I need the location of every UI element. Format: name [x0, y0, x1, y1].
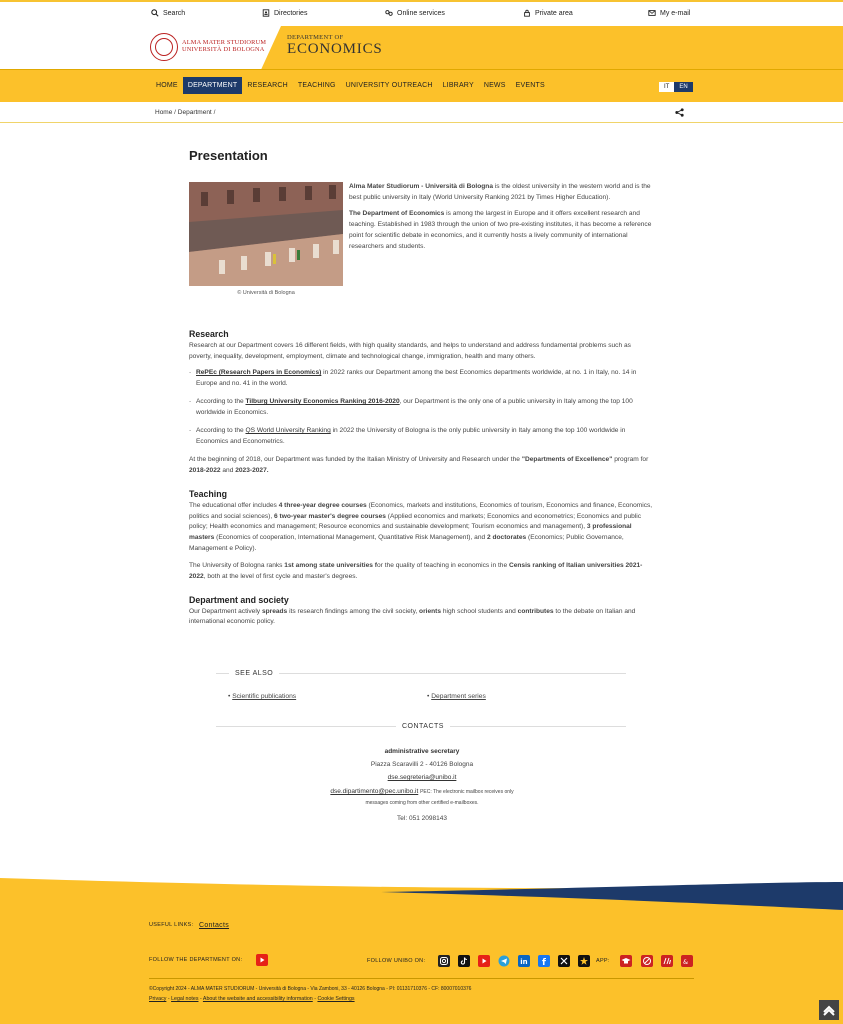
- compass-icon[interactable]: [641, 955, 653, 967]
- mail-icon: [648, 9, 656, 17]
- list-item-text: , our Department is the only one of a public university in Italy among the top 100 worldwide in Economics.: [196, 398, 633, 416]
- facebook-icon[interactable]: [538, 955, 550, 967]
- follow-unibo-label: FOLLOW UNIBO ON:: [367, 958, 426, 964]
- building-image: [189, 182, 343, 286]
- censis-paragraph: [189, 561, 655, 582]
- svg-text:&: &: [683, 958, 689, 966]
- intro-p2-text: is among the largest in Europe and it offers excellent research and teaching. Established in 1983 through the union of two pre-existing institutes, it has become a reference point for scientific debate in economics, and it currently hosts a lively community of international researchers and students.: [349, 210, 652, 250]
- text: (Economics, markets and institutions, Economics of tourism, Economics and finance, Economics, politics and social sciences),: [189, 501, 653, 520]
- lock-icon: [523, 9, 531, 17]
- photo-caption: © Università di Bologna: [237, 290, 295, 296]
- text-bold: 2 doctorates: [487, 533, 527, 541]
- see-also-title: SEE ALSO: [229, 670, 279, 677]
- x-icon[interactable]: [558, 955, 570, 967]
- instagram-icon[interactable]: [438, 955, 450, 967]
- department-name[interactable]: [287, 34, 383, 57]
- research-rankings-list: [189, 368, 655, 447]
- contacts-block: [216, 723, 626, 730]
- text-bold: "Departments of Excellence": [521, 456, 613, 464]
- excellence-paragraph: [189, 455, 655, 476]
- footer: [0, 868, 843, 1024]
- accessibility-link[interactable]: About the website and accessibility information: [202, 996, 313, 1002]
- see-also-link-publications[interactable]: • Scientific publications: [228, 693, 297, 700]
- contact-address: Piazza Scaravilli 2 - 40126 Bologna: [370, 761, 474, 768]
- contact-pec-link[interactable]: dse.dipartimento@pec.unibo.it: [330, 788, 419, 795]
- graduation-cap-icon[interactable]: [620, 955, 632, 967]
- nav-item-teaching[interactable]: TEACHING: [297, 82, 336, 89]
- useful-links-label: USEFUL LINKS:: [149, 922, 194, 928]
- tilburg-ranking-link[interactable]: Tilburg University Economics Ranking 2016-2020: [245, 398, 400, 406]
- youtube-unibo-icon[interactable]: [478, 955, 490, 967]
- text-bold: 2018-2022: [189, 467, 221, 475]
- nav-item-university-outreach[interactable]: UNIVERSITY OUTREACH: [345, 82, 433, 89]
- breadcrumb: [155, 109, 215, 116]
- topbar-private-area[interactable]: [523, 9, 573, 17]
- main-navigation: [0, 69, 843, 102]
- see-also-link-label[interactable]: Department series: [431, 693, 486, 700]
- legal-notes-link[interactable]: Legal notes: [171, 996, 199, 1002]
- app-label: APP:: [596, 958, 610, 964]
- teaching-section: [189, 489, 655, 583]
- text: to the debate on Italian and international economic policy.: [189, 607, 636, 626]
- text: program for: [612, 456, 649, 464]
- nav-item-home[interactable]: HOME: [156, 82, 178, 89]
- contact-tel: 051 2098143: [408, 815, 447, 822]
- department-name-line1: DEPARTMENT OF: [287, 34, 344, 41]
- text-bold: contributes: [517, 607, 554, 615]
- svg-text:f: f: [542, 958, 546, 967]
- follow-department-label: FOLLOW THE DEPARTMENT ON:: [149, 957, 243, 963]
- cookie-settings-link[interactable]: Cookie Settings: [317, 996, 355, 1002]
- contacts-title: CONTACTS: [396, 723, 450, 730]
- list-item: [189, 368, 655, 389]
- department-name-line2: ECONOMICS: [287, 41, 383, 57]
- society-paragraph: [189, 607, 655, 628]
- topbar-my-email[interactable]: [648, 9, 690, 17]
- topbar-my-email-label: My e-mail: [660, 9, 691, 17]
- research-section: [189, 329, 655, 477]
- contacts-details: [330, 745, 514, 825]
- list-item: [189, 426, 655, 447]
- teaching-heading: Teaching: [189, 488, 227, 499]
- telegram-icon[interactable]: [498, 955, 510, 967]
- tiktok-icon[interactable]: [458, 955, 470, 967]
- university-name-line2: UNIVERSITÀ DI BOLOGNA: [182, 46, 265, 53]
- university-name-line1: ALMA MATER STUDIORUM: [182, 39, 267, 46]
- chevron-up-icon: [822, 1003, 836, 1017]
- building-photo: [189, 182, 343, 296]
- contact-tel-label: Tel:: [397, 815, 408, 822]
- text: The University of Bologna ranks: [189, 562, 285, 570]
- breadcrumb-home[interactable]: Home: [155, 109, 173, 116]
- footer-divider: [149, 978, 694, 979]
- text: At the beginning of 2018, our Department was funded by the Italian Ministry of University and Research under the: [189, 456, 522, 464]
- society-section: [189, 595, 655, 628]
- text-bold: 6 two-year master's degree courses: [274, 512, 386, 520]
- see-also-block: [216, 670, 626, 700]
- text-bold: 1st among state universities f: [284, 562, 378, 570]
- text: its research findings among the civil society,: [287, 607, 420, 615]
- list-item-text: in 2022 the University of Bologna is the only public university in Italy among the top 100 worldwide in Economics and Econometrics.: [196, 427, 626, 445]
- nav-item-events[interactable]: EVENTS: [515, 82, 545, 89]
- text-bold: 3 professional masters: [189, 523, 632, 541]
- teaching-paragraph: [189, 501, 655, 555]
- topbar-directories[interactable]: [262, 9, 307, 17]
- see-also-link-label[interactable]: Scientific publications: [232, 693, 297, 700]
- intro-section: [189, 182, 655, 329]
- research-heading: Research: [189, 329, 229, 339]
- text-bold: orients: [419, 607, 442, 615]
- top-utility-bar: [0, 0, 843, 26]
- unibo-seal-logo[interactable]: [150, 33, 178, 61]
- list-item: [189, 397, 655, 418]
- copyright: ©Copyright 2024 - ALMA MATER STUDIORUM - Università di Bologna - Via Zamboni, 33 - 40126 Bologna - PI: 01131710376 - CF: 80007010376: [149, 986, 472, 992]
- nav-item-library[interactable]: LIBRARY: [442, 82, 474, 89]
- footer-contacts-link[interactable]: Contacts: [199, 922, 230, 929]
- text: or the quality of teaching in economics in the: [377, 562, 509, 570]
- breadcrumb-bar: [0, 102, 843, 123]
- search-icon: [151, 9, 159, 17]
- topbar-directories-label: Directories: [274, 9, 308, 17]
- text: high school students and: [441, 607, 518, 615]
- building-illustration: [189, 182, 343, 286]
- text: (Economics; Public Governance, Management e Policy).: [189, 533, 624, 552]
- repec-link[interactable]: RePEc (Research Papers in Economics): [196, 369, 322, 377]
- main-content: [189, 148, 655, 633]
- breadcrumb-separator: /: [174, 109, 176, 116]
- topbar-online-services-label: Online services: [397, 9, 445, 17]
- lang-en-button[interactable]: EN: [674, 82, 692, 92]
- privacy-link[interactable]: Privacy: [149, 996, 167, 1002]
- text: , both at the level of first cycle and master's degrees.: [203, 573, 358, 581]
- text: (Economics of cooperation, International Management, Quantitative Risk Management), and: [214, 533, 487, 541]
- topbar-search[interactable]: [151, 9, 185, 17]
- youtube-icon[interactable]: [256, 954, 268, 966]
- language-switch: [659, 82, 693, 92]
- directory-icon: [262, 9, 270, 17]
- text: and: [220, 467, 236, 475]
- svg-text:in: in: [520, 958, 528, 966]
- breadcrumb-separator-trailing: /: [213, 109, 216, 116]
- text-bold: 4 three-year degree courses: [278, 501, 367, 509]
- list-item-text: According to the: [196, 427, 246, 435]
- intro-p1-bold: Alma Mater Studiorum - Università di Bologna: [349, 183, 493, 190]
- see-also-link-series[interactable]: • Department series: [427, 693, 486, 700]
- share-icon[interactable]: [675, 108, 684, 117]
- university-name[interactable]: [182, 39, 266, 53]
- qs-ranking-link[interactable]: QS World University Ranking: [245, 427, 331, 435]
- intro-p1-text: is the oldest university in the western world and is the best public university in Italy (World University Ranking 2021 by Times Higher Education).: [349, 183, 651, 201]
- back-to-top-button[interactable]: [819, 1000, 839, 1020]
- topbar-search-label: Search: [163, 9, 186, 17]
- nav-items: [151, 77, 550, 94]
- contact-name: administrative secretary: [384, 748, 460, 755]
- list-item-text: in 2022 ranks our Department among the best Economics departments worldwide, at no. 1 in Italy, no. 14 in Europe and no. 41 in the world.: [196, 369, 637, 387]
- topbar-private-area-label: Private area: [535, 9, 573, 17]
- text-bold: 2023-2027.: [235, 467, 269, 475]
- nav-item-department[interactable]: DEPARTMENT: [183, 77, 243, 94]
- nav-item-news[interactable]: NEWS: [483, 82, 506, 89]
- legal-links: Privacy - Legal notes - About the website and accessibility information - Cookie Settings: [149, 996, 355, 1002]
- text: The educational offer includes: [189, 501, 279, 509]
- text-bold: spreads: [261, 607, 288, 615]
- library-app-icon[interactable]: [661, 955, 673, 967]
- list-item-text: According to the: [196, 398, 246, 406]
- text-bold: Censis ranking of Italian universities 2021-2022: [189, 562, 643, 581]
- brand-header: [0, 26, 843, 69]
- contact-email-link[interactable]: dse.segreteria@unibo.it: [387, 774, 457, 781]
- text: (Applied economics and markets; Economics and econometrics; Economics and public policy; Health economics and management; Resource economics and sustainable development; Tourism economics and management),: [189, 512, 642, 531]
- nav-item-research[interactable]: RESEARCH: [247, 82, 288, 89]
- text: Our Department actively: [189, 607, 262, 615]
- star-icon[interactable]: [578, 955, 590, 967]
- research-paragraph: Research at our Department covers 16 different fields, with high quality standards, and helps to understand and address fundamental problems such as poverty, inequality, development, employment, climate and technological change, immigration, health and many others.: [189, 342, 631, 360]
- page-title: Presentation: [189, 148, 268, 163]
- intro-p2-bold: The Department of Economics: [349, 210, 445, 218]
- linkedin-icon[interactable]: [518, 955, 530, 967]
- society-heading: Department and society: [189, 594, 289, 605]
- topbar-online-services[interactable]: [385, 9, 445, 17]
- breadcrumb-department[interactable]: Department: [177, 109, 212, 116]
- services-icon: [385, 9, 393, 17]
- footer-wave: [0, 868, 843, 912]
- contact-pec-note: PEC: The electronic mailbox receives only messages coming from other certified e-mailboxes.: [365, 789, 514, 806]
- lang-it-button[interactable]: IT: [659, 82, 674, 92]
- language-app-icon[interactable]: [681, 955, 693, 967]
